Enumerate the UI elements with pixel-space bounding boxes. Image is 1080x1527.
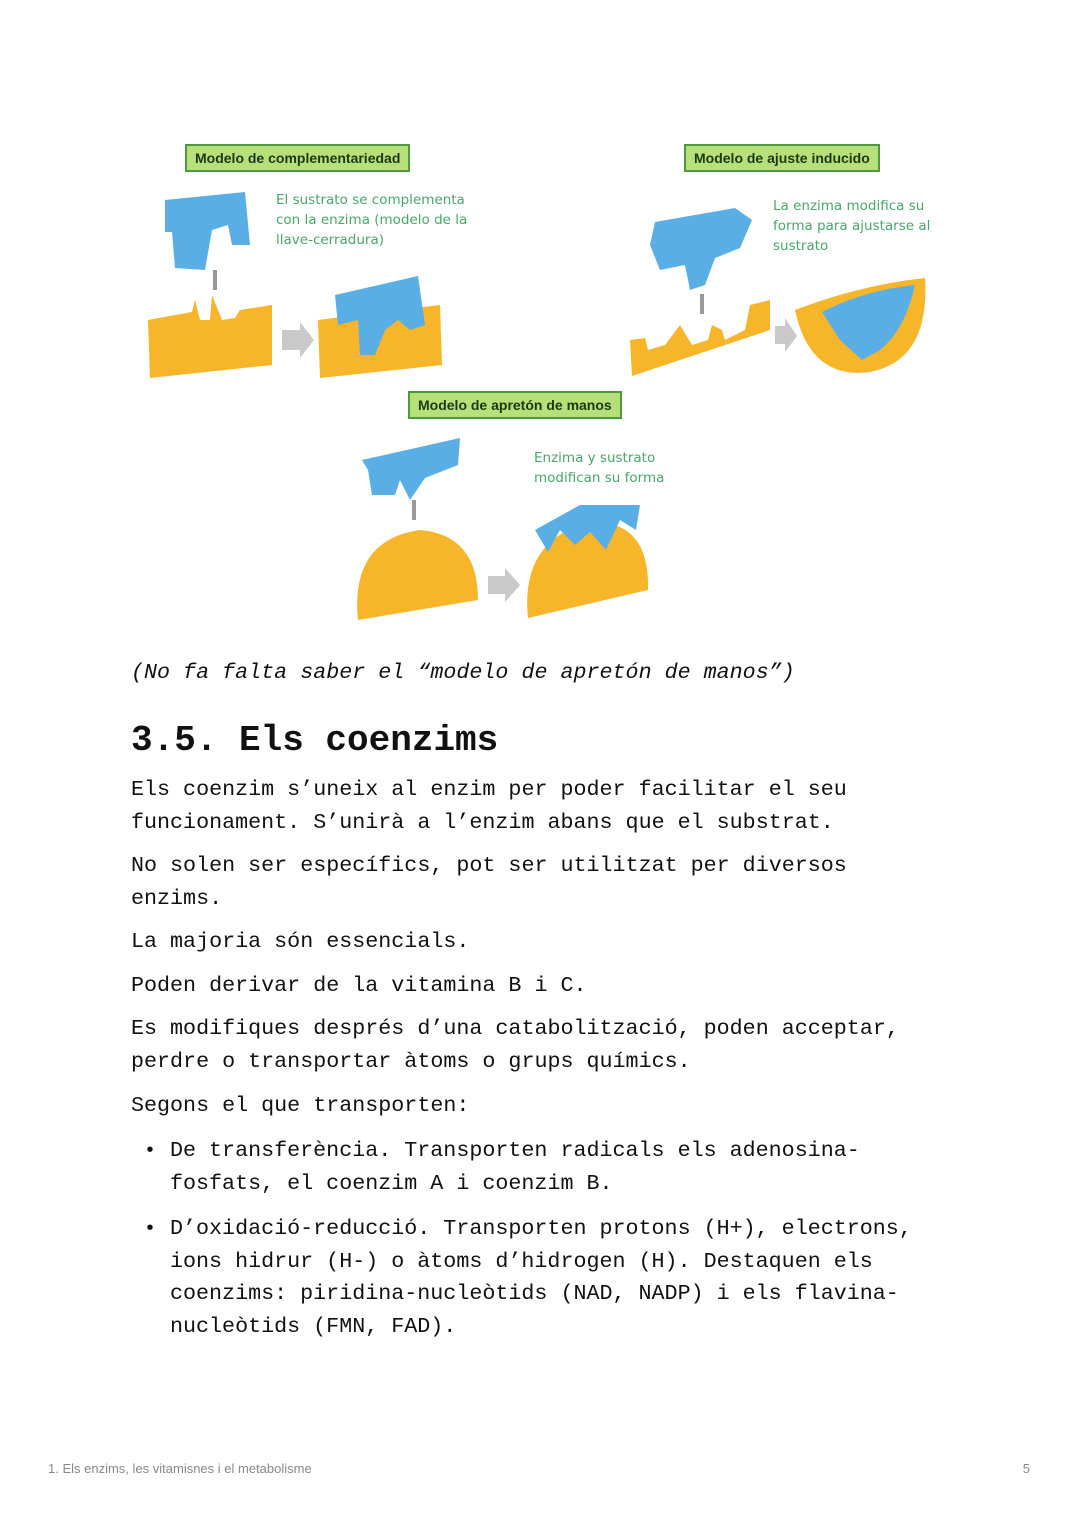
caption-line: con la enzima (modelo de la bbox=[276, 212, 468, 228]
section-heading: 3.5. Els coenzims bbox=[131, 720, 499, 761]
enzyme-shape bbox=[165, 192, 250, 270]
note-text: (No fa falta saber el “modelo de apretón de manos”) bbox=[131, 660, 795, 685]
text-line: Els coenzim s’uneix al enzim per poder facilitar el seu bbox=[131, 777, 847, 802]
paragraph bbox=[131, 850, 847, 915]
caption-line: modifican su forma bbox=[534, 470, 665, 486]
enzyme-diagram bbox=[0, 0, 1080, 640]
text-line: ions hidrur (H-) o àtoms d’hidrogen (H). Destaquen els bbox=[170, 1248, 873, 1274]
caption-line: forma para ajustarse al bbox=[773, 218, 931, 234]
footer-title: 1. Els enzims, les vitamisnes i el metabolisme bbox=[48, 1461, 312, 1476]
arrow-right bbox=[775, 318, 797, 352]
paragraph: Segons el que transporten: bbox=[131, 1093, 470, 1118]
list-item bbox=[170, 1213, 912, 1344]
substrate-shape bbox=[148, 295, 272, 378]
text-line: D’oxidació-reducció. Transporten protons (H+), electrons, bbox=[170, 1216, 912, 1241]
arrow-right bbox=[282, 322, 314, 358]
paragraph: La majoria són essencials. bbox=[131, 929, 470, 954]
text-line: enzims. bbox=[131, 885, 223, 911]
text-line: perdre o transportar àtoms o grups químics. bbox=[131, 1048, 691, 1074]
panel-title: Modelo de apretón de manos bbox=[408, 391, 622, 419]
paragraph: Poden derivar de la vitamina B i C. bbox=[131, 973, 587, 998]
caption-line: El sustrato se complementa bbox=[276, 192, 465, 208]
paragraph bbox=[131, 1013, 899, 1078]
caption-line: Enzima y sustrato bbox=[534, 450, 656, 466]
page-number: 5 bbox=[1022, 1461, 1030, 1476]
text-line: Es modifiques després d’una catabolització, poden acceptar, bbox=[131, 1016, 899, 1041]
enzyme-shape bbox=[650, 208, 752, 290]
caption-line: La enzima modifica su bbox=[773, 198, 925, 214]
caption-line: llave-cerradura) bbox=[276, 232, 385, 248]
paragraph bbox=[131, 774, 847, 839]
text-line: nucleòtids (FMN, FAD). bbox=[170, 1314, 457, 1340]
bullet-icon: • bbox=[144, 1218, 157, 1241]
bullet-icon: • bbox=[144, 1140, 157, 1163]
panel-title: Modelo de complementariedad bbox=[185, 144, 410, 172]
substrate-shape bbox=[357, 530, 478, 620]
arrow-right bbox=[488, 568, 520, 602]
text-line: fosfats, el coenzim A i coenzim B. bbox=[170, 1170, 613, 1196]
text-line: No solen ser específics, pot ser utilitzat per diversos bbox=[131, 853, 847, 878]
panel-title: Modelo de ajuste inducido bbox=[684, 144, 880, 172]
text-line: coenzims: piridina-nucleòtids (NAD, NADP) i els flavina- bbox=[170, 1281, 899, 1307]
caption-line: sustrato bbox=[773, 238, 829, 254]
enzyme-shape bbox=[362, 438, 460, 500]
text-line: De transferència. Transporten radicals els adenosina- bbox=[170, 1138, 860, 1163]
list-item bbox=[170, 1135, 860, 1200]
text-line: funcionament. S’unirà a l’enzim abans que el substrat. bbox=[131, 809, 834, 835]
